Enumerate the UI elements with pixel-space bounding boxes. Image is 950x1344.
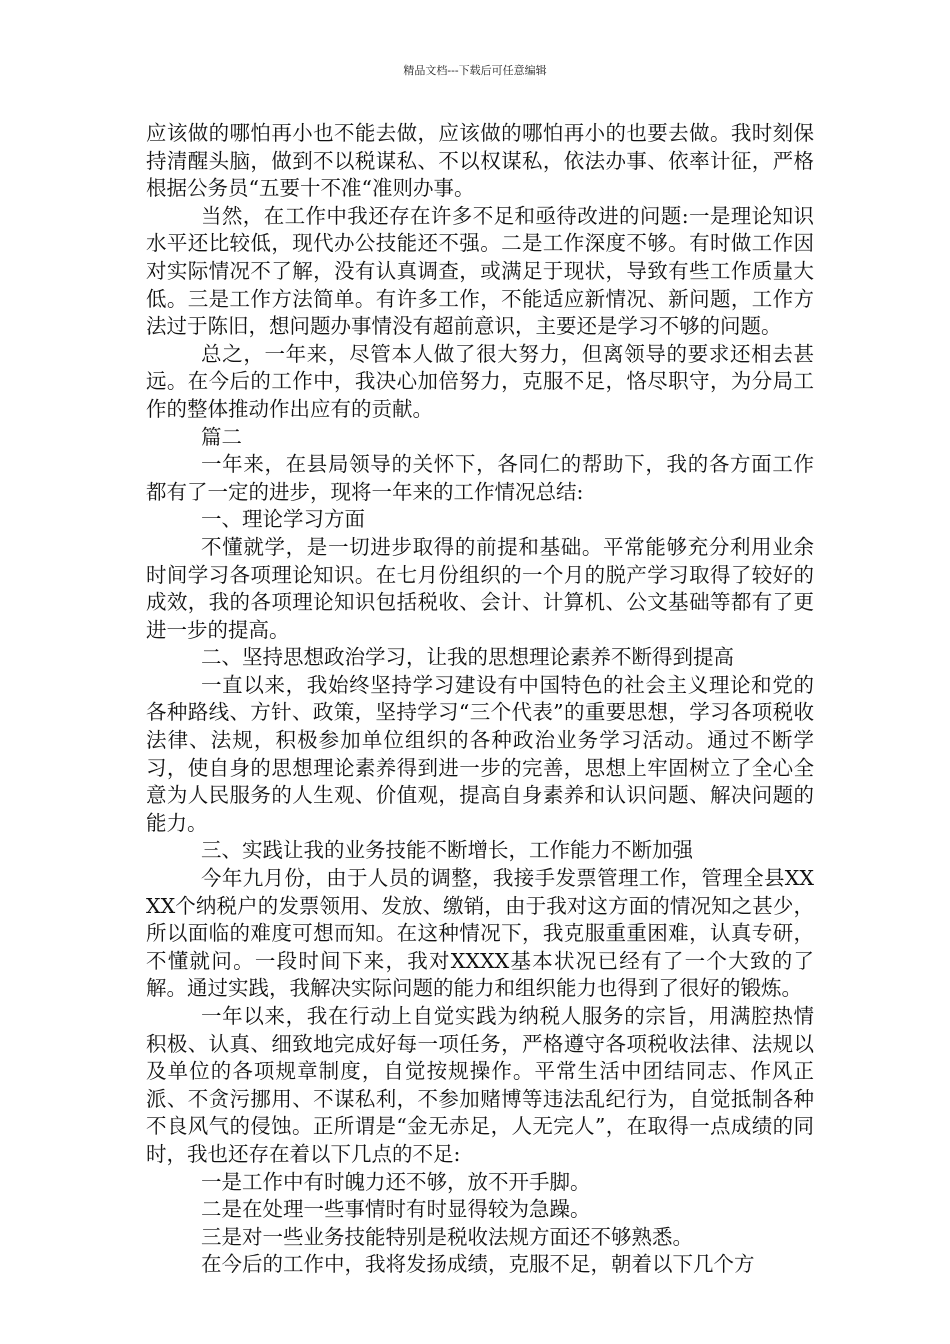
list-item: 一是工作中有时魄力还不够，放不开手脚。 [201,1169,591,1194]
section-heading: 一、理论学习方面 [201,507,365,532]
document-body [146,120,814,1279]
list-item: 三是对一些业务技能特别是税收法规方面还不够熟悉。 [201,1224,693,1249]
paragraph: 总之，一年来，尽管本人做了很大努力，但离领导的要求还相去甚远。在今后的工作中，我决心加倍努力，克服不足，恪尽职守，为分局工作的整体推动作出应有的贡献。 [146,341,814,421]
paragraph: 当然，在工作中我还存在许多不足和亟待改进的问题:一是理论知识水平还比较低，现代办公技能还不强。二是工作深度不够。有时做工作因对实际情况不了解，没有认真调查，或满足于现状，导致有些工作质量大低。三是工作方法简单。有许多工作，不能适应新情况、新问题，工作方法过于陈旧，想问题办事情没有超前意识，主要还是学习不够的问题。 [146,203,814,339]
paragraph: 今年九月份，由于人员的调整，我接手发票管理工作，管理全县XXXX个纳税户的发票领用、发放、缴销，由于我对这方面的情况知之甚少，所以面临的难度可想而知。在这种情况下，我克服重重困难，认真专研，不懂就问。一段时间下来，我对XXXX基本状况已经有了一个大致的了解。通过实践，我解决实际问题的能力和组织能力也得到了很好的锻炼。 [146,866,814,1001]
paragraph: 一年以来，我在行动上自觉实践为纳税人服务的宗旨，用满腔热情积极、认真、细致地完成好每一项任务，严格遵守各项税收法律、法规以及单位的各项规章制度，自觉按规操作。平常生活中团结同志、作风正派、不贪污挪用、不谋私利，不参加赌博等违法乱纪行为，自觉抵制各种不良风气的侵蚀。正所谓是“金无赤足，人无完人”，在取得一点成绩的同时，我也还存在着以下几点的不足: [146,1004,814,1166]
paragraph: 一直以来，我始终坚持学习建设有中国特色的社会主义理论和党的各种路线、方针、政策，坚持学习“三个代表”的重要思想，学习各项税收法律、法规，积极参加单位组织的各种政治业务学习活动。通过不断学习，使自身的思想理论素养得到进一步的完善，思想上牢固树立了全心全意为人民服务的人生观、价值观，提高自身素养和认识问题、解决问题的能力。 [146,672,814,835]
page-header: 精品文档---下载后可任意编辑 [403,64,547,77]
list-item: 二是在处理一些事情时有时显得较为急躁。 [201,1197,591,1222]
paragraph: 应该做的哪怕再小也不能去做，应该做的哪怕再小的也要去做。我时刻保持清醒头脑，做到不以税谋私、不以权谋私，依法办事、依率计征，严格根据公务员“五要十不准“准则办事。 [146,121,814,201]
paragraph: 在今后的工作中，我将发扬成绩，克服不足，朝着以下几个方 [201,1252,755,1277]
paragraph: 一年来，在县局领导的关怀下，各同仁的帮助下，我的各方面工作都有了一定的进步，现将一年来的工作情况总结: [146,452,814,504]
paragraph: 不懂就学，是一切进步取得的前提和基础。平常能够充分利用业余时间学习各项理论知识。在七月份组织的一个月的脱产学习取得了较好的成效，我的各项理论知识包括税收、会计、计算机、公文基础等都有了更进一步的提高。 [146,534,814,642]
section-heading: 二、坚持思想政治学习，让我的思想理论素养不断得到提高 [201,645,734,670]
section-heading: 三、实践让我的业务技能不断增长，工作能力不断加强 [201,838,693,863]
section-title: 篇二 [201,424,242,449]
